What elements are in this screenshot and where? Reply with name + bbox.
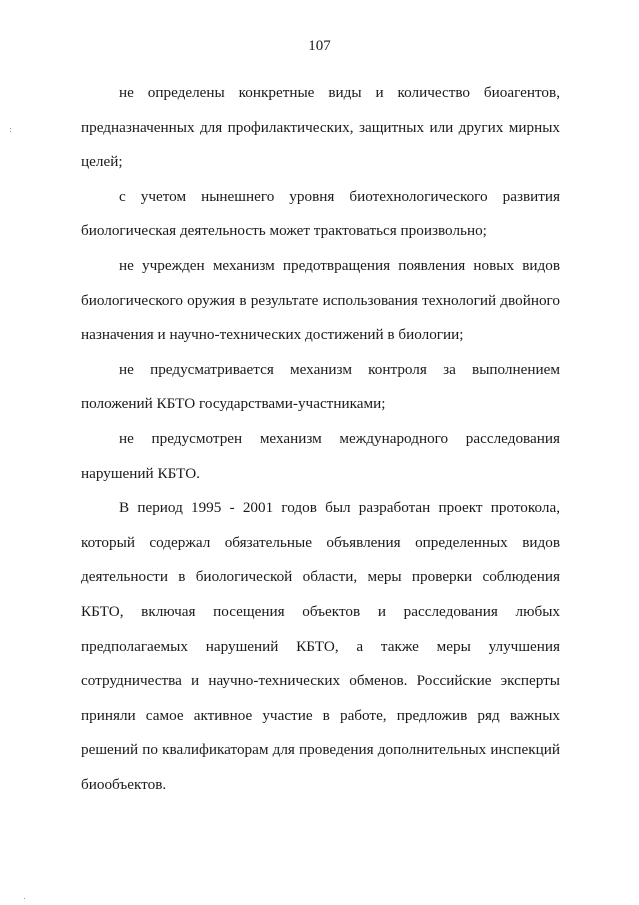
scan-artifact <box>10 131 11 132</box>
paragraph-2: с учетом нынешнего уровня биотехнологического развития биологическая деятельность может трактоваться произвольно; <box>81 187 560 240</box>
paragraph-4: не предусматривается механизм контроля за выполнением положений КБТО государствами-участниками; <box>81 360 560 413</box>
paragraph-1: не определены конкретные виды и количество биоагентов, предназначенных для профилактических, защитных или других мирных целей; <box>81 84 560 171</box>
scan-artifact <box>10 128 11 129</box>
scan-artifact <box>24 898 25 899</box>
paragraph-3: не учрежден механизм предотвращения появления новых видов биологического оружия в результате использования технологий двойного назначения и научно-технических достижений в биологии; <box>81 256 560 344</box>
page-number: 107 <box>308 38 331 54</box>
paragraph-5: не предусмотрен механизм международного расследования нарушений КБТО. <box>81 429 560 482</box>
paragraph-6: В период 1995 - 2001 годов был разработан проект протокола, который содержал обязательные объявления определенных видов деятельности в биологической области, меры проверки соблюдения КБТО, включая посещения объектов и расследования любых предполагаемых нарушений КБТО, а также меры улучшения сотрудничества и научно-технических обменов. Российские эксперты приняли самое активное участие в работе, предложив ряд важных решений по квалификаторам для проведения дополнительных инспекций биообъектов. <box>81 499 560 793</box>
document-body <box>81 76 560 802</box>
